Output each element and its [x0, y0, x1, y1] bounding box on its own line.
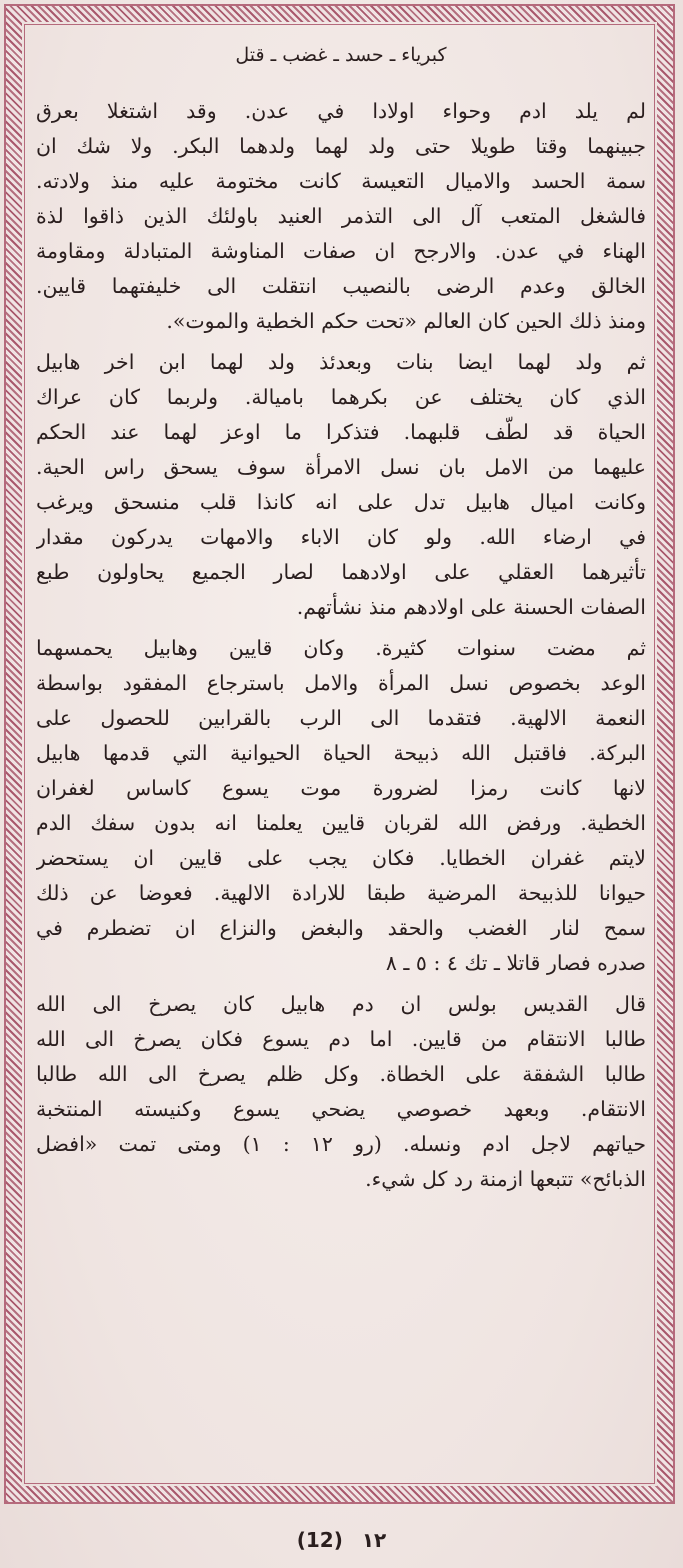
paragraphs-container — [36, 94, 646, 1197]
text-line: سمة الحسد والاميال التعيسة كانت مختومة عليه منذ ولادته. — [36, 169, 646, 193]
article-body — [36, 40, 646, 1203]
text-line: الذبائح» تتبعها ازمنة رد كل شيء. — [365, 1167, 646, 1191]
text-line: ثم ولد لهما ايضا بنات وبعدئذ ولد لهما ابن اخر هابيل — [36, 350, 646, 374]
text-line: الذي كان يختلف عن بكرهما باميالة. ولربما كان عراك — [36, 385, 646, 409]
page-number — [0, 1528, 683, 1552]
page-number-arabic: ١٢ — [361, 1528, 387, 1552]
text-line: الانتقام. وبعهد خصوصي يضحي يسوع وكنيسته المنتخبة — [36, 1097, 646, 1121]
paragraph — [36, 631, 646, 981]
text-line: ثم مضت سنوات كثيرة. وكان قايين وهابيل يحمسهما — [36, 636, 646, 660]
text-line: لم يلد ادم وحواء اولادا في عدن. وقد اشتغلا بعرق — [36, 99, 646, 123]
text-line: الهناء في عدن. والارجح ان صفات المناوشة المتبادلة ومقاومة — [36, 239, 646, 263]
text-line: طالبا الانتقام من قايين. اما دم يسوع فكان يصرخ الى الله — [36, 1027, 646, 1051]
text-line: طالبا الشفقة على الخطاة. وكل ظلم يصرخ الى الله طالبا — [36, 1062, 646, 1086]
text-line: الخالق وعدم الرضى بالنصيب انتقلت الى خليفتهما قايين. — [36, 274, 646, 298]
text-line: حياتهم لاجل ادم ونسله. (رو ١٢ : ١) ومتى تمت «افضل — [36, 1132, 646, 1156]
text-line: النعمة الالهية. فتقدما الى الرب بالقرابين للحصول على — [36, 706, 646, 730]
text-line: ومنذ ذلك الحين كان العالم «تحت حكم الخطية والموت». — [166, 309, 646, 333]
text-line: تأثيرهما العقلي على اولادهما لصار الجميع يحاولون طبع — [36, 560, 646, 584]
text-line: قال القديس بولس ان دم هابيل كان يصرخ الى الله — [36, 992, 646, 1016]
paragraph — [36, 94, 646, 339]
text-line: وكانت اميال هابيل تدل على انه كانذا قلب منسحق ويرغب — [36, 490, 646, 514]
text-line: لانها كانت رمزا لضرورة موت يسوع كاساس لغفران — [36, 776, 646, 800]
page-number-latin: (12) — [296, 1528, 343, 1552]
text-line: الخطية. ورفض الله لقربان قايين يعلمنا انه بدون سفك الدم — [36, 811, 646, 835]
paragraph — [36, 345, 646, 625]
text-line: البركة. فاقتبل الله ذبيحة الحياة الحيوانية التي قدمها هابيل — [36, 741, 646, 765]
text-line: عليهما من الامل بان نسل الامرأة سوف يسحق راس الحية. — [36, 455, 646, 479]
text-line: في ارضاء الله. ولو كان الاباء والامهات يدركون مقدار — [36, 525, 646, 549]
page-title: كبرياء ـ حسد ـ غضب ـ قتل — [235, 44, 447, 66]
text-line: صدره فصار قاتلا ـ تك ٤ : ٥ ـ ٨ — [385, 951, 646, 975]
text-line: الصفات الحسنة على اولادهم منذ نشأتهم. — [296, 595, 646, 619]
text-line: حيوانا للذبيحة المرضية طبقا للارادة الالهية. فعوضا عن ذلك — [36, 881, 646, 905]
paragraph — [36, 987, 646, 1197]
text-line: سمح لنار الغضب والحقد والبغض والنزاع ان تضطرم في — [36, 916, 646, 940]
text-line: الحياة قد لطّف قلبهما. فتذكرا ما اوعز لهما عند الحكم — [36, 420, 646, 444]
text-line: لايتم غفران الخطايا. فكان يجب على قايين ان يستحضر — [36, 846, 646, 870]
text-line: الوعد بخصوص نسل المرأة والامل باسترجاع المفقود بواسطة — [36, 671, 646, 695]
text-line: فالشغل المتعب آل الى التذمر العنيد باولئك الذين ذاقوا لذة — [36, 204, 646, 228]
text-line: جبينهما وقتا طويلا حتى ولد لهما ولدهما البكر. ولا شك ان — [36, 134, 646, 158]
